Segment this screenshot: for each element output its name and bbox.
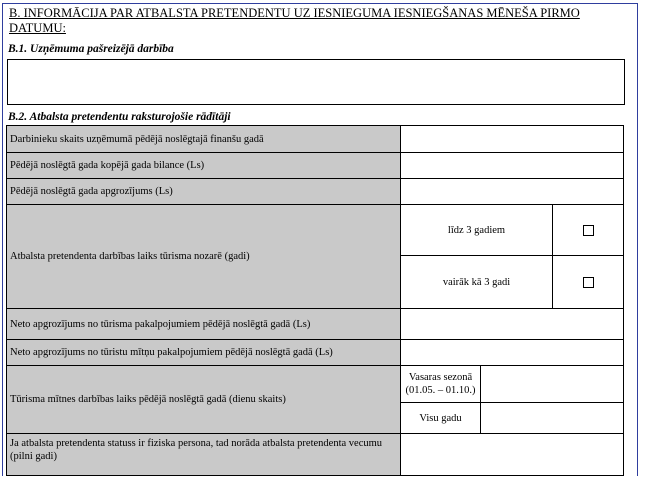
more-3-checkbox-cell[interactable]: [552, 255, 624, 309]
turnover-input[interactable]: [400, 178, 624, 205]
accommodation-days-label: Tūrisma mītnes darbības laiks pēdējā noslēgtā gadā (dienu skaits): [6, 365, 401, 434]
summer-season-label: [400, 365, 481, 403]
section-b2-title: B.2. Atbalsta pretendentu raksturojošie rādītāji: [8, 111, 231, 123]
employees-label: Darbinieku skaits uzņēmumā pēdējā noslēgtajā finanšu gadā: [6, 125, 401, 153]
section-b-title: B. INFORMĀCIJA PAR ATBALSTA PRETENDENTU UZ IESNIEGUMA IESNIEGŠANAS MĒNEŠA PIRMO DATUMU:: [9, 6, 580, 35]
up-to-3-checkbox[interactable]: [583, 225, 594, 236]
turnover-label: Pēdējā noslēgtā gada apgrozījums (Ls): [6, 178, 401, 205]
balance-input[interactable]: [400, 152, 624, 179]
employees-input[interactable]: [400, 125, 624, 153]
up-to-3-checkbox-cell[interactable]: [552, 204, 624, 256]
activity-time-label: Atbalsta pretendenta darbības laiks tūrisma nozarē (gadi): [6, 204, 401, 309]
net-turnover-accommodation-label: Neto apgrozījums no tūristu mītņu pakalpojumiem pēdējā noslēgtā gadā (Ls): [6, 339, 401, 366]
summer-season-input[interactable]: [480, 365, 624, 403]
net-turnover-accommodation-input[interactable]: [400, 339, 624, 366]
summer-season-dates: (01.05. – 01.10.): [405, 385, 476, 396]
current-activity-field[interactable]: [7, 59, 625, 105]
option-more-3-label: vairāk kā 3 gadi: [400, 255, 553, 309]
net-turnover-tourism-input[interactable]: [400, 308, 624, 340]
option-up-to-3-label: līdz 3 gadiem: [400, 204, 553, 256]
person-age-label: Ja atbalsta pretendenta statuss ir fiziska persona, tad norāda atbalsta pretendenta vecumu (pilni gadi): [6, 433, 401, 476]
balance-label: Pēdējā noslēgtā gada kopējā gada bilance (Ls): [6, 152, 401, 179]
section-b1-title: B.1. Uzņēmuma pašreizējā darbība: [8, 43, 174, 55]
summer-season-text: Vasaras sezonā: [408, 372, 473, 383]
all-year-label: Visu gadu: [400, 402, 481, 434]
net-turnover-tourism-label: Neto apgrozījums no tūrisma pakalpojumiem pēdējā noslēgtā gadā (Ls): [6, 308, 401, 340]
more-3-checkbox[interactable]: [583, 277, 594, 288]
person-age-input[interactable]: [400, 433, 624, 476]
all-year-input[interactable]: [480, 402, 624, 434]
